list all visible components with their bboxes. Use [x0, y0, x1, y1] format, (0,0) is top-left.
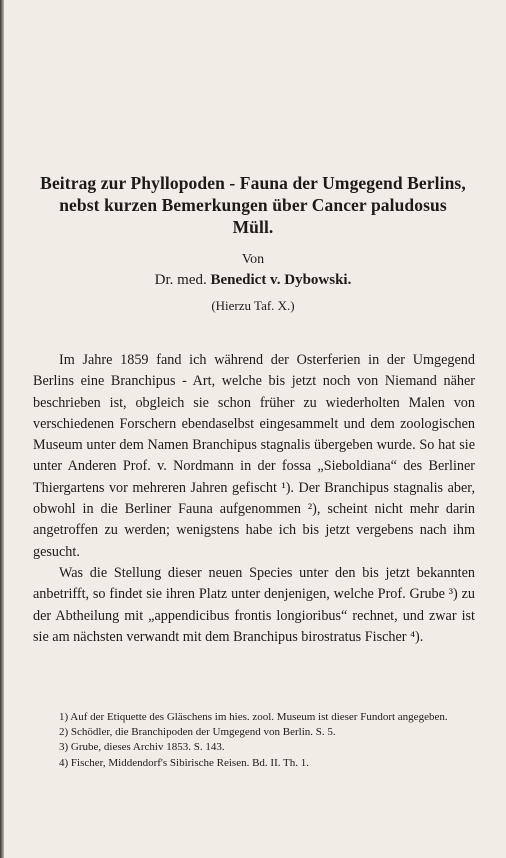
article-title: Beitrag zur Phyllopoden - Fauna der Umgegend Berlins, nebst kurzen Bemerkungen über Cancer paludosus Müll. [40, 173, 466, 237]
footnote-1: 1) Auf der Etiquette des Gläschens im hies. zool. Museum ist dieser Fundort angegeben. [59, 711, 448, 723]
footnote-4: 4) Fischer, Middendorf's Sibirische Reisen. Bd. II. Th. 1. [59, 756, 310, 769]
footnote-3: 3) Grube, dieses Archiv 1853. S. 143. [59, 741, 225, 754]
paragraph-1: Im Jahre 1859 fand ich während der Osterferien in der Umgegend Berlins eine Branchipus - Art, welche bis jetzt noch von Niemand näher beschrieben ist, obgleich sie schon früher zu wiederholten Malen von verschiedenen Forschern ebendaselbst eingesammelt und dem zoologischen Museum unter dem Namen Branchipus stagnalis übergeben wurde. So hat sie unter Anderen Prof. v. Nordmann in der fossa „Sieboldiana“ des Berliner Thiergartens vor mehreren Jahren gefischt ¹). Der Branchipus stagnalis aber, obwohl in die Berliner Fauna aufgenommen ²), scheint nicht mehr darin angetroffen zu werden; wenigstens habe ich bis jetzt vergebens nach ihm gesucht. [33, 352, 475, 560]
author-prefix: Dr. med. [154, 272, 207, 288]
plate-note: (Hierzu Taf. X.) [211, 298, 295, 313]
byline-von: Von [241, 252, 265, 267]
body-text [33, 350, 475, 648]
author-name: Benedict v. Dybowski. [210, 272, 352, 288]
author-line [0, 272, 506, 289]
footnote-2: 2) Schödler, die Branchipoden der Umgegend von Berlin. S. 5. [59, 726, 336, 739]
footnotes [33, 710, 475, 771]
paragraph-2: Was die Stellung dieser neuen Species unter den bis jetzt bekannten anbetrifft, so findet sie ihren Platz unter denjenigen, welche Prof. Grube ³) zu der Abtheilung mit „appendicibus frontis longioribus“ rechnet, und zwar ist sie am nächsten verwandt mit dem Branchipus birostratus Fischer ⁴). [33, 564, 475, 645]
page-edge-shadow [0, 0, 4, 858]
